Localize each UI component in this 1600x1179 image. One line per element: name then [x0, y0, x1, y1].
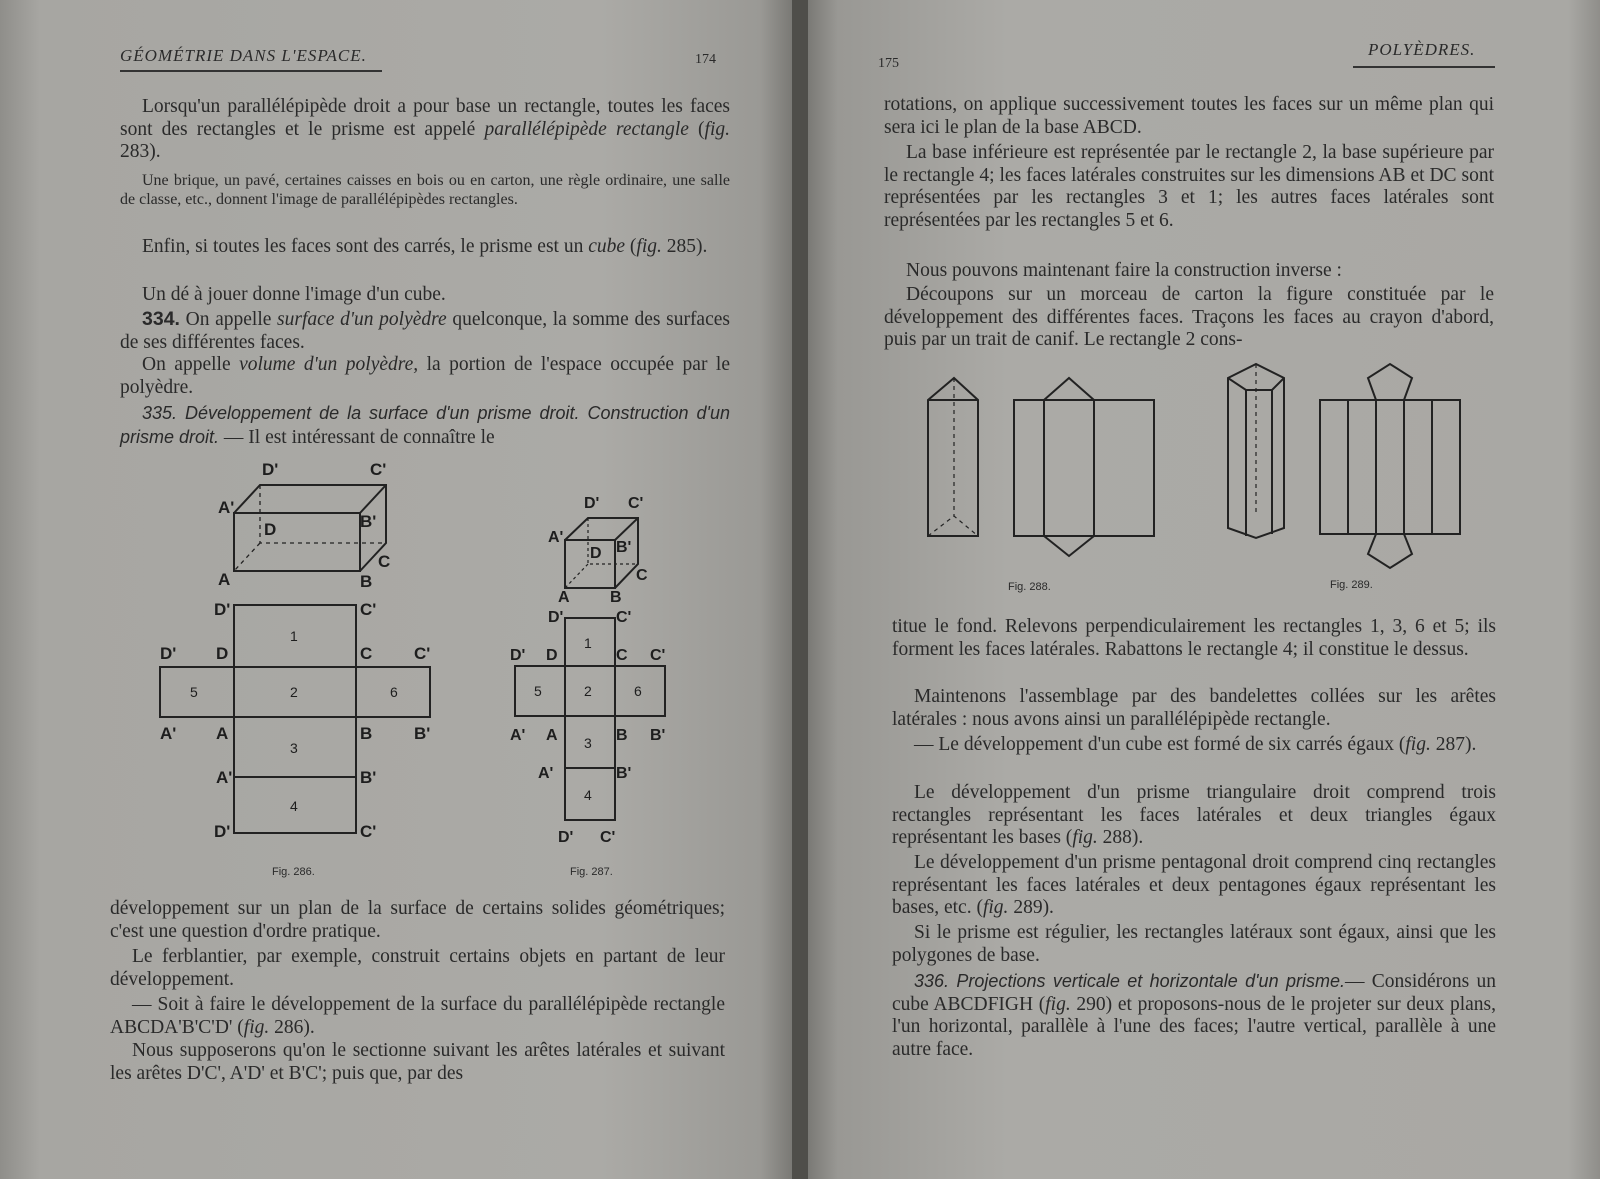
text: — Il est intéressant de connaître le: [219, 426, 495, 448]
net-bottom-pentagon: [1368, 534, 1412, 568]
text: 283).: [120, 141, 161, 162]
emphasis: fig.: [1045, 993, 1071, 1015]
label-c: C: [378, 552, 391, 571]
figure-289: [1228, 362, 1468, 572]
face-number-4: 4: [290, 798, 298, 814]
right-page-number: 175: [878, 56, 899, 71]
label-a: A: [218, 570, 231, 589]
emphasis: cube: [588, 236, 626, 257]
emphasis: fig.: [243, 1016, 270, 1038]
label-d-prime: D': [584, 495, 600, 512]
right-paragraph-1: rotations, on applique successivement toutes les faces sur un même plan qui sera ici le plan de la base ABCD.: [884, 94, 1494, 138]
label-d-prime: D': [214, 822, 231, 841]
left-head-rule: [120, 70, 382, 72]
face-number-4: 4: [584, 787, 592, 803]
text: 287).: [1430, 734, 1477, 755]
text: 286).: [269, 1016, 315, 1038]
net-bottom-triangle: [1044, 536, 1094, 556]
label-a-prime: A': [216, 768, 233, 787]
triangular-prism: [928, 378, 978, 536]
text: — Le développement d'un cube est formé de six carrés égaux (: [914, 734, 1406, 755]
label-c-prime: C': [414, 644, 431, 663]
label-b-prime: B': [650, 727, 666, 744]
face-number-3: 3: [290, 740, 298, 756]
label-b: B: [360, 724, 373, 743]
face-number-6: 6: [634, 683, 642, 699]
figure-287: [510, 490, 680, 860]
right-paragraph-2: La base inférieure est représentée par le rectangle 2, la base supérieure par le rectangle 4; les faces latérales construites sur les dimensions AB et DC sont représentées par les rectangles 3 et 1; les autres faces latérales sont représentées par les rectangles 5 et 6.: [884, 142, 1494, 231]
right-paragraph-10: Si le prisme est régulier, les rectangles latéraux sont égaux, ainsi que les polygones de base.: [892, 922, 1496, 966]
label-a-prime: A': [218, 498, 235, 517]
left-paragraph-3: [120, 236, 730, 259]
left-paragraph-9: Le ferblantier, par exemple, construit certains objets en partant de leur développement.: [110, 946, 725, 990]
label-a: A: [558, 589, 570, 606]
emphasis: parallélépipède rectangle: [484, 118, 689, 140]
section-heading: 336. Projections verticale et horizontale d'un prisme.: [914, 971, 1345, 991]
face-number-2: 2: [290, 684, 298, 700]
right-paragraph-3: Nous pouvons maintenant faire la construction inverse :: [906, 260, 1342, 281]
text: 285).: [661, 236, 708, 257]
label-b: B: [616, 727, 628, 744]
figure-286-caption: Fig. 286.: [272, 866, 315, 878]
left-paragraph-2: Une brique, un pavé, certaines caisses en bois ou en carton, une règle ordinaire, une salle de classe, etc., donnent l'image de parallélépipèdes rectangles.: [120, 172, 730, 208]
section-number: 334.: [142, 308, 180, 330]
text: On appelle: [142, 354, 240, 375]
left-paragraph-10: [110, 994, 725, 1039]
emphasis: fig.: [1405, 734, 1431, 755]
section-heading: 335. Développement de la surface d'un prisme droit. Construction d'un prisme droit.: [120, 403, 730, 447]
left-paragraph-6: [120, 354, 730, 399]
label-d-prime: D': [262, 460, 279, 479]
left-paragraph-7: [120, 402, 730, 449]
text: (: [625, 236, 637, 257]
cube-hidden-edge: [565, 564, 588, 588]
figure-289-caption: Fig. 289.: [1330, 579, 1373, 591]
left-paragraph-1: [120, 96, 730, 164]
face-number-2: 2: [584, 683, 592, 699]
figure-288: [928, 376, 1188, 566]
label-a-prime: A': [548, 529, 564, 546]
cube-edge: [615, 518, 638, 540]
label-c-prime: C': [360, 600, 377, 619]
face-number-1: 1: [584, 635, 592, 651]
text: (: [688, 118, 705, 140]
figure-288-caption: Fig. 288.: [1008, 581, 1051, 593]
right-paragraph-9: [892, 852, 1496, 920]
right-paragraph-7: [892, 734, 1496, 757]
label-d-prime: D': [548, 609, 564, 626]
emphasis: volume d'un polyèdre,: [239, 354, 419, 375]
box-edge: [360, 485, 386, 513]
label-d-prime: D': [214, 600, 231, 619]
label-c-prime: C': [370, 460, 387, 479]
label-d-prime: D': [160, 644, 177, 663]
label-c: C: [616, 647, 628, 664]
label-c: C: [636, 567, 648, 584]
label-c-prime: C': [650, 647, 666, 664]
label-b-prime: B': [616, 765, 632, 782]
label-b: B: [610, 589, 622, 606]
emphasis: surface d'un polyèdre: [277, 309, 447, 330]
face-number-3: 3: [584, 735, 592, 751]
emphasis: fig.: [636, 236, 662, 257]
text: quelconque, la somme des surfaces de ses différentes faces.: [120, 309, 730, 353]
label-c-prime: C': [616, 609, 632, 626]
left-paragraph-5: [120, 308, 730, 354]
right-paragraph-5: titue le fond. Relevons perpendiculairement les rectangles 1, 3, 6 et 5; ils forment les faces latérales. Rabattons le rectangle 4; il constitue le dessus.: [892, 616, 1496, 660]
label-d: D: [264, 520, 277, 539]
label-d: D: [216, 644, 229, 663]
right-paragraph-6: Maintenons l'assemblage par des bandelettes collées sur les arêtes latérales : nous avons ainsi un parallélépipède rectangle.: [892, 686, 1496, 730]
label-a-prime: A': [160, 724, 177, 743]
label-b: B: [360, 572, 373, 591]
label-b-prime: B': [414, 724, 431, 743]
right-head-rule: [1353, 66, 1495, 68]
left-page: [0, 0, 792, 1179]
right-paragraph-11: [892, 970, 1496, 1061]
text: la portion de l'espace occupée par le polyèdre.: [120, 354, 731, 398]
label-b-prime: B': [360, 512, 377, 531]
prism-hidden-base: [928, 516, 978, 536]
net-top-triangle: [1044, 378, 1094, 400]
label-a-prime: A': [510, 727, 526, 744]
right-running-head: POLYÈDRES.: [1368, 40, 1476, 59]
left-paragraph-11: Nous supposerons qu'on le sectionne suivant les arêtes latérales et suivant les arêtes D'C', A'D' et B'C'; puis que, par des: [110, 1040, 725, 1084]
text: On appelle: [179, 309, 278, 330]
right-paragraph-8: [892, 782, 1496, 850]
right-paragraph-4: Découpons sur un morceau de carton la figure constituée par le développement des différentes faces. Traçons les faces au crayon d'abord, puis par un trait de canif. Le rectangle 2 cons-: [884, 284, 1494, 350]
label-d: D: [546, 647, 558, 664]
label-c-prime: C': [600, 829, 616, 846]
label-c: C: [360, 644, 373, 663]
label-c-prime: C': [628, 495, 644, 512]
emphasis: fig.: [704, 118, 730, 140]
book-gutter: [792, 0, 808, 1179]
left-running-head: GÉOMÉTRIE DANS L'ESPACE.: [120, 46, 367, 65]
text: — Considérons un cube ABCDFIGH (: [892, 971, 1497, 1015]
face-number-5: 5: [190, 684, 198, 700]
label-a-prime: A': [538, 765, 554, 782]
text: Lorsqu'un parallélépipède droit a pour base un rectangle, toutes les faces sont des rectangles et le prisme est appelé: [120, 96, 730, 140]
left-paragraph-8: développement sur un plan de la surface de certains solides géométriques; c'est une question d'ordre pratique.: [110, 898, 725, 942]
label-d: D: [590, 545, 602, 562]
text: 288).: [1097, 827, 1144, 848]
left-page-number: 174: [695, 52, 716, 67]
right-page: [808, 0, 1600, 1179]
label-b-prime: B': [360, 768, 377, 787]
text: Le développement d'un prisme pentagonal droit comprend cinq rectangles représentant les faces latérales et deux pentagones égaux représentant les bases, etc. (: [892, 852, 1496, 918]
label-a: A: [546, 727, 558, 744]
box-front-face: [234, 513, 360, 571]
text: 289).: [1008, 897, 1054, 918]
emphasis: fig.: [982, 897, 1009, 918]
label-d-prime: D': [558, 829, 574, 846]
text: — Soit à faire le développement de la surface du parallélépipède rectangle ABCDA'B'C'D' (: [110, 994, 725, 1038]
net-top-pentagon: [1368, 364, 1412, 400]
box-hidden-edge: [234, 543, 260, 571]
text: Enfin, si toutes les faces sont des carrés, le prisme est un: [142, 236, 589, 257]
label-d-prime: D': [510, 647, 526, 664]
face-number-1: 1: [290, 628, 298, 644]
net-rectangles: [1014, 400, 1154, 536]
net-rectangles: [1320, 400, 1460, 534]
label-b-prime: B': [616, 539, 632, 556]
label-c-prime: C': [360, 822, 377, 841]
left-paragraph-4: Un dé à jouer donne l'image d'un cube.: [142, 284, 446, 305]
face-number-6: 6: [390, 684, 398, 700]
emphasis: fig.: [1072, 827, 1098, 848]
face-number-5: 5: [534, 683, 542, 699]
label-a: A: [216, 724, 229, 743]
text: 290) et proposons-nous de le projeter sur deux plans, l'un horizontal, parallèle à l'une des faces; l'autre vertical, parallèle à une autre face.: [892, 993, 1496, 1060]
figure-287-caption: Fig. 287.: [570, 866, 613, 878]
figure-286: [150, 455, 450, 865]
text: Le développement d'un prisme triangulaire droit comprend trois rectangles représentant les faces latérales et deux triangles égaux représentant les bases (: [892, 782, 1496, 848]
